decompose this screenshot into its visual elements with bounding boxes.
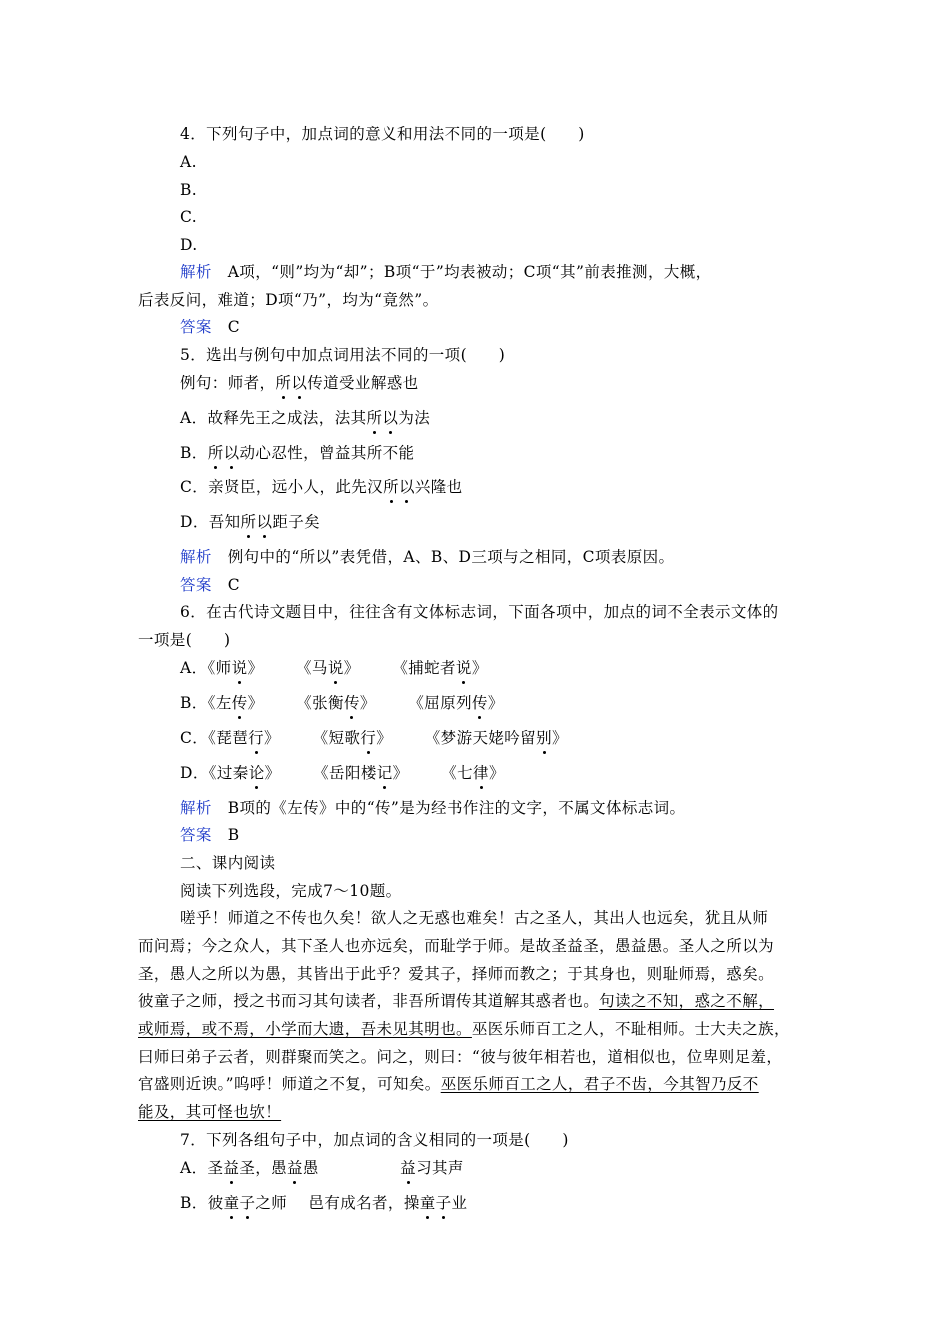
- q6-option-d: [180, 763, 505, 783]
- text: 之师 邑有成名者，操: [255, 1194, 420, 1212]
- dotted-char: 以: [398, 478, 415, 496]
- dotted-char: 益: [287, 1159, 303, 1177]
- q5-answer: [180, 575, 240, 595]
- text: 《七: [441, 764, 474, 782]
- text: 》: [392, 764, 409, 782]
- text: 》: [471, 659, 488, 677]
- text: A．: [180, 659, 208, 677]
- q4-answer-value: C: [211, 318, 240, 336]
- q4-analysis: [180, 262, 712, 282]
- dotted-char: 以: [382, 409, 399, 427]
- dotted-char: 律: [473, 764, 489, 782]
- text: B．: [180, 694, 208, 712]
- q7-stem: 7．下列各组句子中，加点词的含义相同的一项是( ): [180, 1131, 569, 1149]
- passage-line: [138, 1074, 759, 1094]
- dotted-char: 所: [240, 513, 257, 531]
- text: A．故释先王之成法，法其: [180, 409, 367, 427]
- q6-stem-1: 6．在古代诗文题目中，往往含有文体标志词，下面各项中，加点的词不全表示文体的: [180, 603, 779, 621]
- text: 《短歌: [312, 729, 361, 747]
- passage-line: 曰师曰弟子云者，则群聚而笑之。问之，则曰：“彼与彼年相若也，道相似也，位卑则足羞，: [138, 1048, 783, 1066]
- dotted-char: 子: [435, 1194, 452, 1212]
- text: 圣，愚: [239, 1159, 288, 1177]
- underlined-sentence: 巫医乐师百工之人，君子不齿，今其智乃反不: [440, 1075, 759, 1093]
- passage-line: [138, 1102, 281, 1122]
- dotted-char: 传: [231, 694, 248, 712]
- dotted-char: 益: [400, 1159, 417, 1177]
- q6-option-a: [180, 658, 488, 678]
- passage-line: 圣，愚人之所以为愚，其皆出于此乎？爱其子，择师而教之；于其身也，则耻师焉，惑矣。: [138, 965, 775, 983]
- text: 《捕蛇者: [392, 659, 456, 677]
- passage-line: [138, 991, 774, 1011]
- text: 》: [487, 694, 504, 712]
- dotted-char: 益: [223, 1159, 240, 1177]
- dotted-char: 论: [248, 764, 265, 782]
- text: 愚: [302, 1159, 319, 1177]
- dotted-char: 所: [383, 478, 399, 496]
- passage-line: [138, 1019, 790, 1039]
- section-intro: 阅读下列选段，完成7～10题。: [180, 882, 402, 900]
- text: 《师: [207, 659, 232, 677]
- text: D．: [180, 764, 209, 782]
- text: 兴隆也: [414, 478, 463, 496]
- text: A．圣: [180, 1159, 224, 1177]
- dotted-char: 所: [275, 374, 292, 392]
- q6-analysis-text: B项的《左传》中的“传”是为经书作注的文字，不属文体标志词。: [211, 799, 686, 817]
- dotted-char: 以: [256, 513, 273, 531]
- q4-analysis-text-1: A项，“则”均为“却”；B项“于”均表被动；C项“其”前表推测，大概，: [211, 263, 712, 281]
- q7-option-b: [180, 1193, 467, 1213]
- text: 》: [343, 659, 360, 677]
- text: 》: [376, 729, 393, 747]
- q5-analysis: [180, 547, 674, 567]
- underlined-sentence: 能及，其可怪也欤！: [138, 1103, 282, 1121]
- text: C．: [180, 729, 209, 747]
- underlined-sentence: 句读之不知，惑之不解，: [599, 992, 775, 1010]
- q5-option-d: [180, 512, 320, 532]
- q7-option-a: [180, 1158, 464, 1178]
- text: 》: [488, 764, 505, 782]
- section-heading: 二、课内阅读: [180, 854, 276, 872]
- q6-option-b: [180, 693, 504, 713]
- answer-label: 答案: [180, 826, 212, 844]
- q5-example: [180, 373, 419, 393]
- q5-answer-value: C: [211, 576, 240, 594]
- text: B．: [180, 444, 208, 462]
- dotted-char: 童: [419, 1194, 436, 1212]
- q6-stem-2: 一项是( ): [138, 631, 231, 649]
- q6-option-c: [180, 728, 568, 748]
- dotted-char: 记: [376, 764, 393, 782]
- dotted-char: 行: [360, 729, 377, 747]
- dotted-char: 别: [536, 729, 552, 747]
- q5-analysis-text: 例句中的“所以”表凭借，A、B、D三项与之相同，C项表原因。: [211, 548, 675, 566]
- text: 《琵琶: [208, 729, 249, 747]
- dotted-char: 传: [343, 694, 360, 712]
- text: 业: [451, 1194, 468, 1212]
- dotted-char: 所: [366, 409, 383, 427]
- text: 》: [264, 729, 280, 747]
- answer-label: 答案: [180, 576, 212, 594]
- dotted-char: 传: [472, 694, 488, 712]
- text: 习其声: [416, 1159, 464, 1177]
- dotted-char: 说: [455, 659, 472, 677]
- dotted-char: 行: [248, 729, 265, 747]
- q5-stem: 5．选出与例句中加点词用法不同的一项( ): [180, 346, 506, 364]
- q5-option-b: [180, 443, 414, 463]
- text: 例句：师者，: [180, 374, 276, 392]
- text: 动心忍性，曾益其所不能: [239, 444, 415, 462]
- q4-analysis-text-2: 后表反问，难道；D项“乃”，均为“竟然”。: [138, 291, 439, 309]
- text: D．吾知: [180, 513, 241, 531]
- analysis-label: 解析: [180, 263, 212, 281]
- text: C．亲贤臣，远小人，此先汉: [180, 478, 384, 496]
- text: 》: [359, 694, 376, 712]
- dotted-char: 子: [239, 1194, 256, 1212]
- text: 距子矣: [272, 513, 321, 531]
- text: 《左: [207, 694, 232, 712]
- q4-option-c: C.: [180, 208, 198, 226]
- dotted-char: 所: [207, 444, 224, 462]
- dotted-char: 以: [223, 444, 240, 462]
- text: 》: [551, 729, 568, 747]
- q4-option-d: D.: [180, 236, 198, 254]
- q4-answer: [180, 317, 240, 337]
- q4-stem: 4．下列句子中，加点词的意义和用法不同的一项是( ): [180, 125, 585, 143]
- dotted-char: 童: [223, 1194, 240, 1212]
- text: 》: [264, 764, 281, 782]
- text: 《马: [296, 659, 328, 677]
- text: B．彼: [180, 1194, 224, 1212]
- passage-line: 而问焉；今之众人，其下圣人也亦远矣，而耻学于师。是故圣益圣，愚益愚。圣人之所以为: [138, 937, 775, 955]
- text: 传道受业解惑也: [307, 374, 419, 392]
- analysis-label: 解析: [180, 799, 212, 817]
- dotted-char: 说: [231, 659, 248, 677]
- text: 彼童子之师，授之书而习其句读者，非吾所谓传其道解其惑者也。: [138, 992, 600, 1010]
- text: 《过秦: [208, 764, 249, 782]
- underlined-sentence: 或师焉，或不焉，小学而大遗，吾未见其明也。: [138, 1020, 472, 1038]
- text: 巫医乐师百工之人，不耻相师。士大夫之族，: [471, 1020, 790, 1038]
- text: 官盛则近谀。”呜呼！师道之不复，可知矣。: [138, 1075, 441, 1093]
- q5-option-c: [180, 477, 463, 497]
- text: 为法: [398, 409, 431, 427]
- text: 《屈原列: [408, 694, 473, 712]
- q4-option-a: A.: [180, 153, 197, 171]
- text: 《张衡: [296, 694, 344, 712]
- analysis-label: 解析: [180, 548, 212, 566]
- text: 》: [247, 659, 264, 677]
- dotted-char: 说: [327, 659, 344, 677]
- q6-analysis: [180, 798, 685, 818]
- q6-answer-value: B: [211, 826, 240, 844]
- passage-line: 嗟乎！师道之不传也久矣！欲人之无惑也难矣！古之圣人，其出人也远矣，犹且从师: [180, 909, 769, 927]
- text: 《岳阳楼: [313, 764, 377, 782]
- answer-label: 答案: [180, 318, 212, 336]
- q4-option-b: B.: [180, 181, 198, 199]
- text: 《梦游天姥吟留: [424, 729, 537, 747]
- dotted-char: 以: [291, 374, 308, 392]
- q6-answer: [180, 825, 240, 845]
- q5-option-a: [180, 408, 430, 428]
- text: 》: [247, 694, 264, 712]
